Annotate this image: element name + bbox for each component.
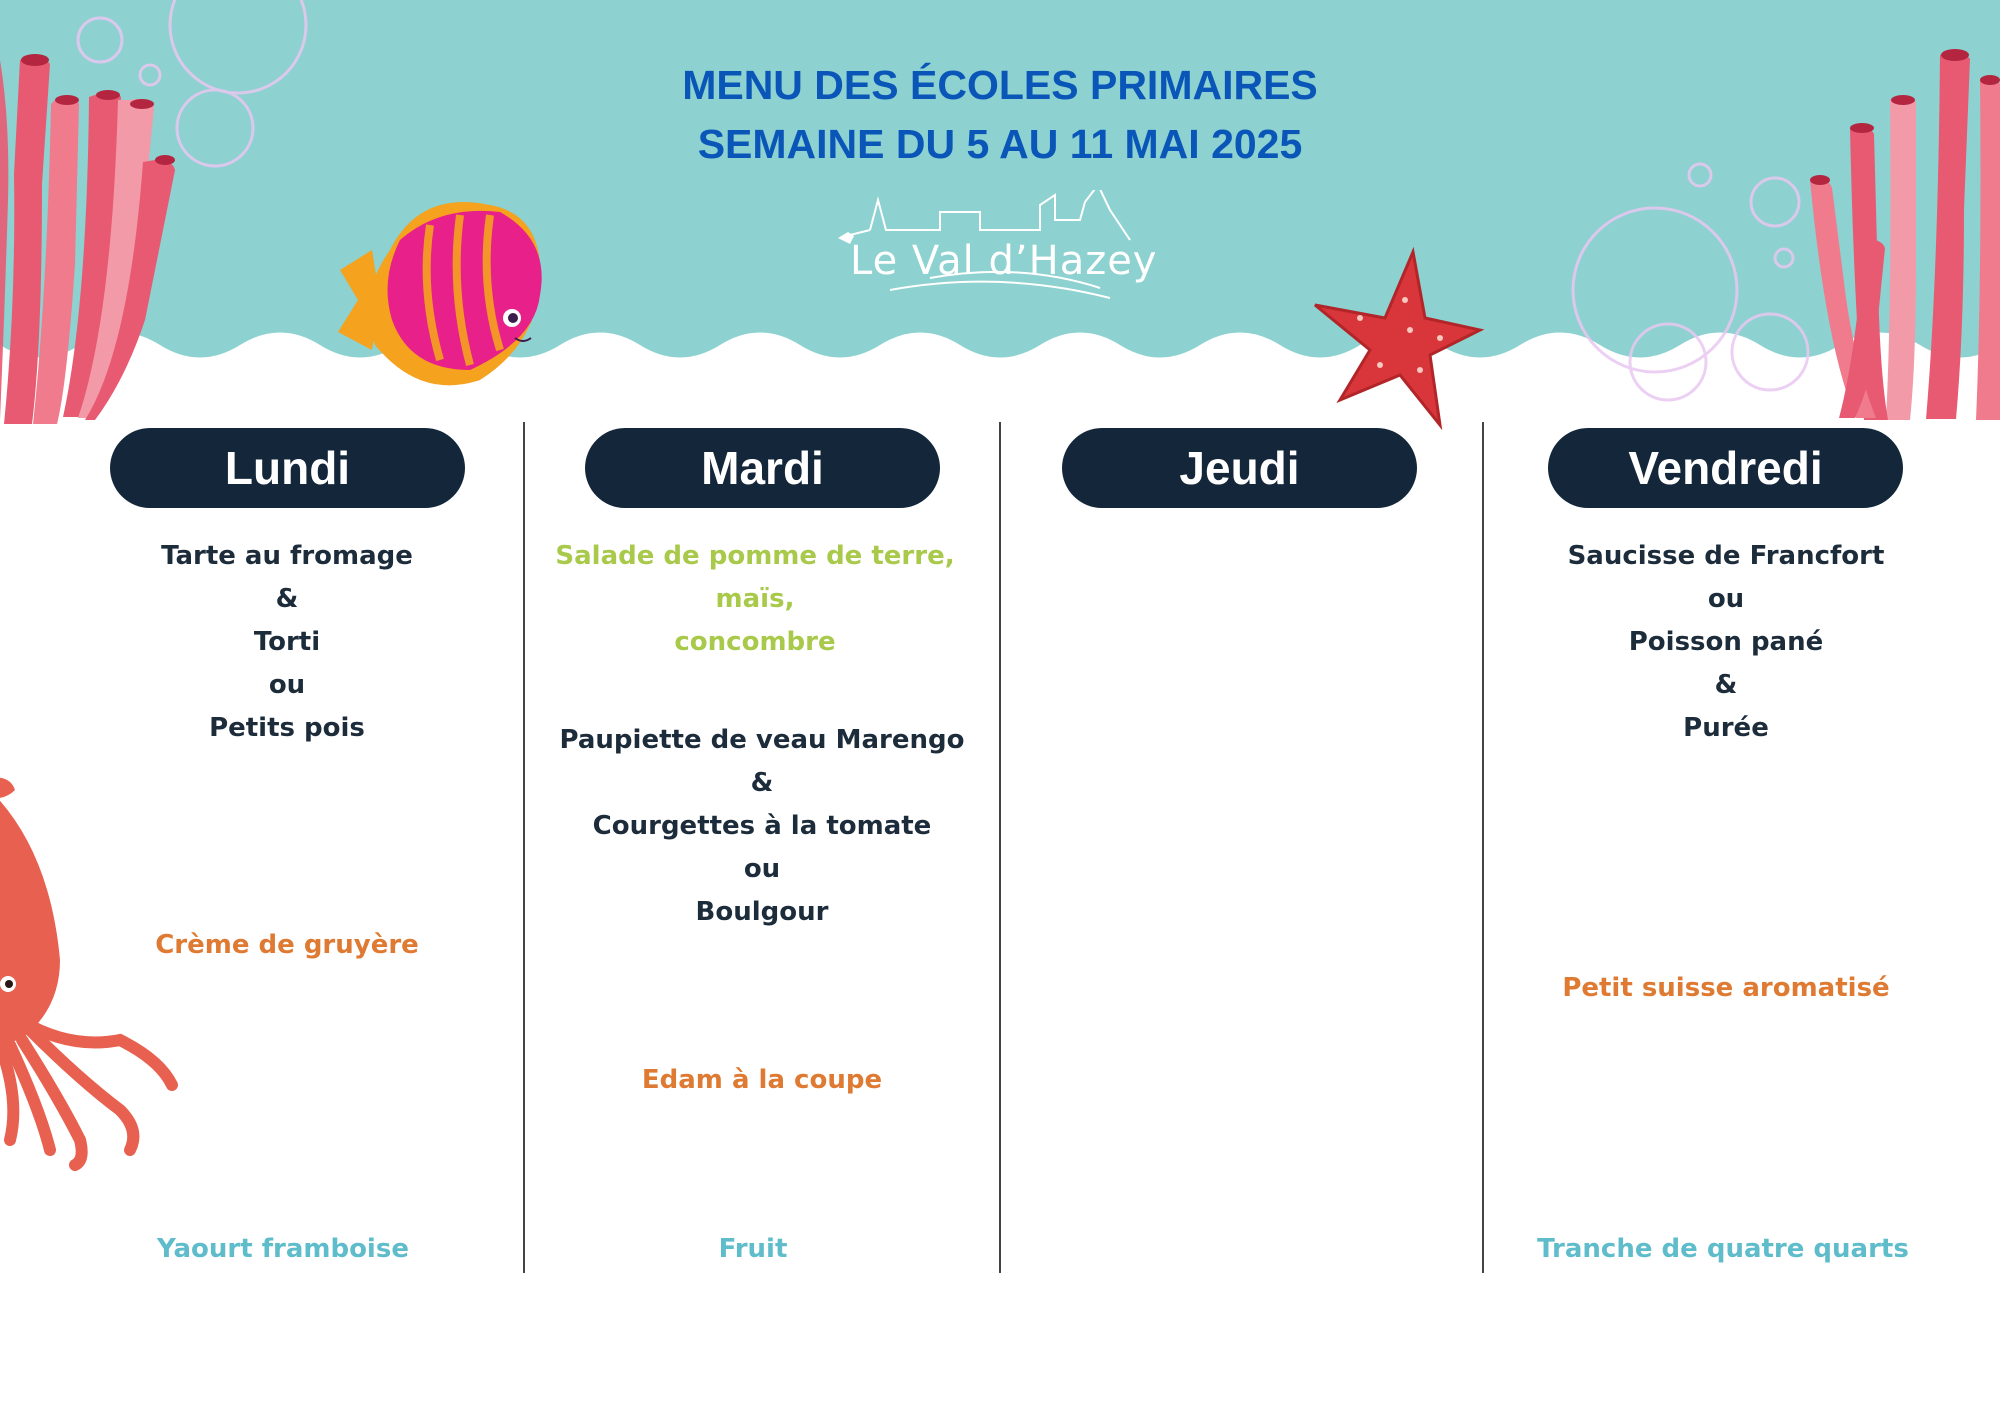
mardi-cheese: Edam à la coupe bbox=[641, 1065, 883, 1095]
logo-text: Le Val d’Hazey bbox=[850, 238, 1158, 284]
day-header-vendredi: Vendredi bbox=[1548, 428, 1903, 508]
mardi-starter bbox=[515, 535, 995, 664]
mardi-main-course bbox=[522, 719, 1002, 934]
menu-line: Torti bbox=[253, 627, 321, 657]
column-divider bbox=[1482, 422, 1484, 1273]
menu-line: Courgettes à la tomate bbox=[592, 811, 932, 841]
day-header-mardi: Mardi bbox=[585, 428, 940, 508]
day-header-jeudi: Jeudi bbox=[1062, 428, 1417, 508]
menu-line: Salade de pomme de terre, maïs, bbox=[555, 541, 955, 614]
menu-line: Saucisse de Francfort bbox=[1567, 541, 1885, 571]
lundi-cheese: Crème de gruyère bbox=[155, 930, 419, 960]
menu-line: Purée bbox=[1683, 713, 1769, 743]
menu-line: concombre bbox=[674, 627, 836, 657]
day-header-lundi: Lundi bbox=[110, 428, 465, 508]
menu-line: Poisson pané bbox=[1628, 627, 1824, 657]
menu-line: & bbox=[275, 584, 299, 614]
menu-line: Boulgour bbox=[695, 897, 829, 927]
vendredi-cheese: Petit suisse aromatisé bbox=[1562, 973, 1890, 1003]
menu-title: MENU DES ÉCOLES PRIMAIRES bbox=[682, 62, 1318, 108]
lundi-dessert: Yaourt framboise bbox=[157, 1234, 409, 1264]
mardi-dessert: Fruit bbox=[718, 1234, 788, 1264]
menu-line: ou bbox=[743, 854, 781, 884]
menu-line: & bbox=[750, 768, 774, 798]
town-logo bbox=[830, 190, 1170, 310]
week-subtitle: SEMAINE DU 5 AU 11 MAI 2025 bbox=[697, 121, 1303, 167]
menu-line: Paupiette de veau Marengo bbox=[559, 725, 965, 755]
menu-line: ou bbox=[268, 670, 306, 700]
menu-line: Tarte au fromage bbox=[161, 541, 413, 571]
lundi-main-course bbox=[47, 535, 527, 750]
vendredi-dessert: Tranche de quatre quarts bbox=[1537, 1234, 1909, 1264]
vendredi-main-course bbox=[1486, 535, 1966, 750]
menu-line: Petits pois bbox=[209, 713, 365, 743]
menu-line: ou bbox=[1707, 584, 1745, 614]
menu-line: & bbox=[1714, 670, 1738, 700]
